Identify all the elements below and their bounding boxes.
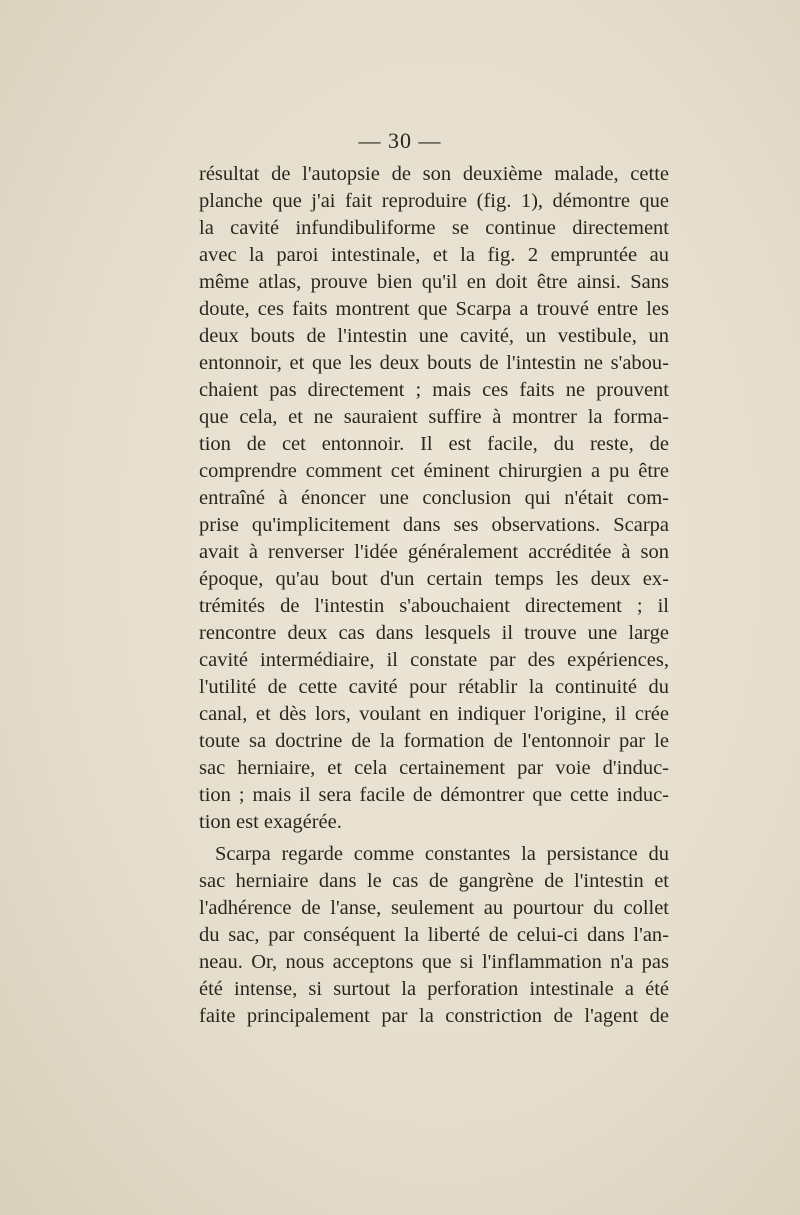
text-line: faite principalement par la constriction de l'agent de <box>199 1005 669 1027</box>
paragraph <box>199 161 669 836</box>
text-line: doute, ces faits montrent que Scarpa a trouvé entre les <box>199 298 669 320</box>
text-line: même atlas, prouve bien qu'il en doit être ainsi. Sans <box>199 271 669 293</box>
text-line: entraîné à énoncer une conclusion qui n'était com- <box>199 487 669 509</box>
text-line: rencontre deux cas dans lesquels il trouve une large <box>199 622 669 644</box>
text-line: chaient pas directement ; mais ces faits ne prouvent <box>199 379 669 401</box>
text-line: avait à renverser l'idée généralement accréditée à son <box>199 541 669 563</box>
text-line: résultat de l'autopsie de son deuxième malade, cette <box>199 163 669 185</box>
text-line: comprendre comment cet éminent chirurgien a pu être <box>199 460 669 482</box>
text-line: sac herniaire dans le cas de gangrène de l'intestin et <box>199 870 669 892</box>
text-line: avec la paroi intestinale, et la fig. 2 empruntée au <box>199 244 669 266</box>
text-line: tion de cet entonnoir. Il est facile, du reste, de <box>199 433 669 455</box>
text-line: été intense, si surtout la perforation intestinale a été <box>199 978 669 1000</box>
text-line: neau. Or, nous acceptons que si l'inflammation n'a pas <box>199 951 669 973</box>
text-line: planche que j'ai fait reproduire (fig. 1), démontre que <box>199 190 669 212</box>
text-line: trémités de l'intestin s'abouchaient directement ; il <box>199 595 669 617</box>
text-line: tion ; mais il sera facile de démontrer que cette induc- <box>199 784 669 806</box>
text-line: la cavité infundibuliforme se continue directement <box>199 217 669 239</box>
text-line: deux bouts de l'intestin une cavité, un vestibule, un <box>199 325 669 347</box>
text-line: cavité intermédiaire, il constate par des expériences, <box>199 649 669 671</box>
body-text <box>199 161 669 1030</box>
text-line: époque, qu'au bout d'un certain temps les deux ex- <box>199 568 669 590</box>
text-line: sac herniaire, et cela certainement par voie d'induc- <box>199 757 669 779</box>
text-line: toute sa doctrine de la formation de l'entonnoir par le <box>199 730 669 752</box>
text-line: l'adhérence de l'anse, seulement au pourtour du collet <box>199 897 669 919</box>
text-line: Scarpa regarde comme constantes la persistance du <box>215 843 669 865</box>
text-line: tion est exagérée. <box>199 811 342 833</box>
text-line: que cela, et ne sauraient suffire à montrer la forma- <box>199 406 669 428</box>
text-line: canal, et dès lors, voulant en indiquer l'origine, il crée <box>199 703 669 725</box>
paragraph <box>199 841 669 1030</box>
page-number: — 30 — <box>358 128 442 153</box>
text-line: entonnoir, et que les deux bouts de l'intestin ne s'abou- <box>199 352 669 374</box>
text-line: prise qu'implicitement dans ses observations. Scarpa <box>199 514 669 536</box>
text-line: du sac, par conséquent la liberté de celui-ci dans l'an- <box>199 924 669 946</box>
text-line: l'utilité de cette cavité pour rétablir la continuité du <box>199 676 669 698</box>
